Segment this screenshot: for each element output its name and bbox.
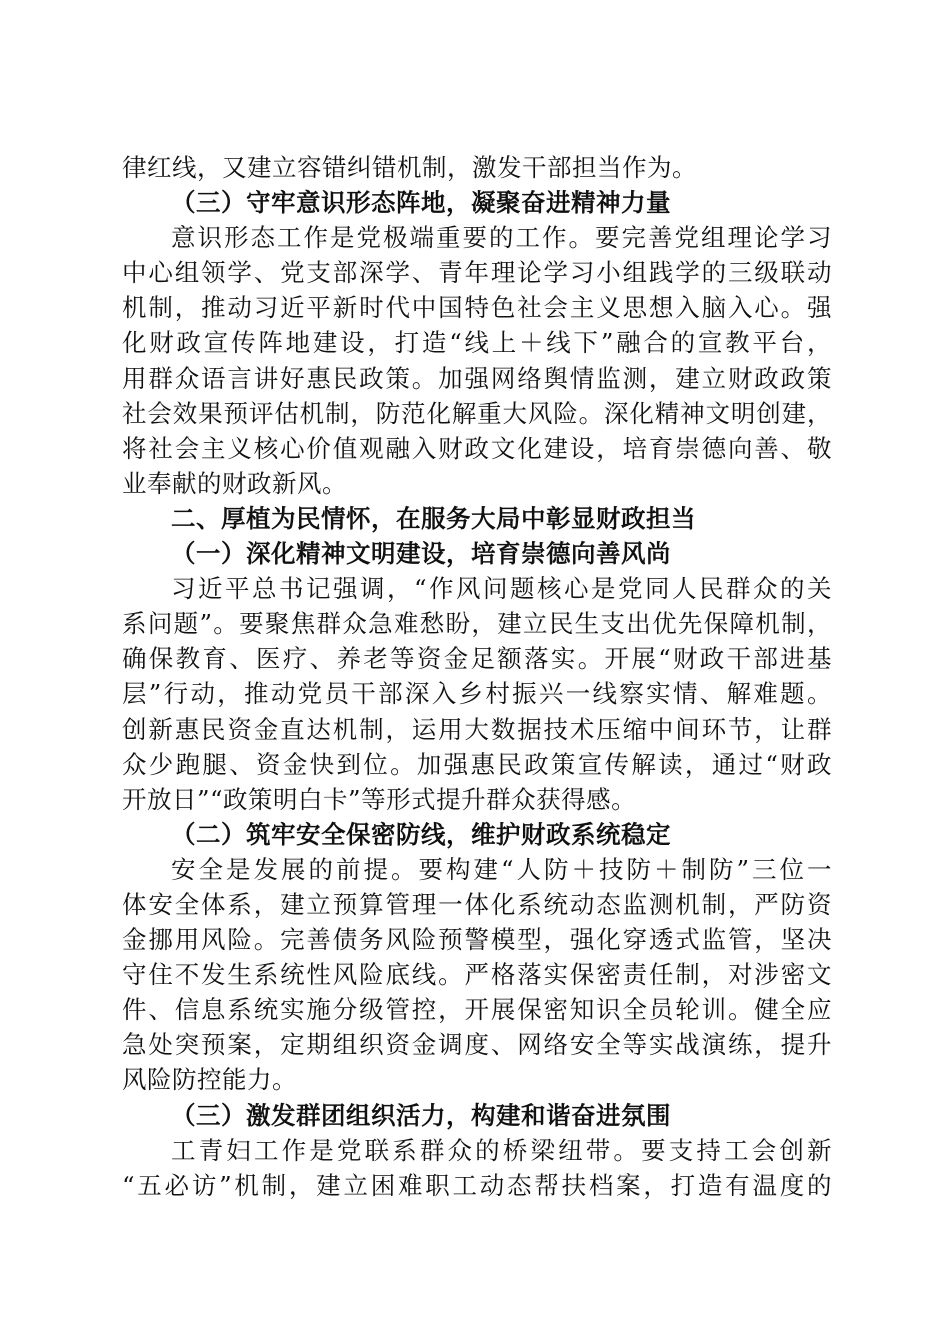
text-line: 金挪用风险。完善债务风险预警模型，强化穿透式监管，坚决 [122,925,832,955]
text-line: 风险防控能力。 [122,1065,297,1095]
paragraph-first-line: 工青妇工作是党联系群众的桥梁纽带。要支持工会创新 [171,1135,832,1165]
text-line: 众少跑腿、资金快到位。加强惠民政策宣传解读，通过“财政 [122,749,832,779]
text-line: 机制，推动习近平新时代中国特色社会主义思想入脑入心。强 [122,293,832,323]
subsection-heading: （三）激发群团组织活力，构建和谐奋进氛围 [171,1100,671,1130]
text-line: 用群众语言讲好惠民政策。加强网络舆情监测，建立财政政策 [122,363,832,393]
paragraph-first-line: 意识形态工作是党极端重要的工作。要完善党组理论学习 [171,223,832,253]
text-line: 化财政宣传阵地建设，打造“线上＋线下”融合的宣教平台， [122,328,832,358]
text-line: 创新惠民资金直达机制，运用大数据技术压缩中间环节，让群 [122,714,832,744]
paragraph-first-line: 习近平总书记强调，“作风问题核心是党同人民群众的关 [171,574,832,604]
subsection-heading: （三）守牢意识形态阵地，凝聚奋进精神力量 [171,188,671,218]
text-line: 系问题”。要聚焦群众急难愁盼，建立民生支出优先保障机制， [122,609,832,639]
document-body [122,150,832,1203]
paragraph-first-line: 安全是发展的前提。要构建“人防＋技防＋制防”三位一 [171,854,832,884]
text-line: 律红线，又建立容错纠错机制，激发干部担当作为。 [122,153,697,182]
section-heading: 二、厚植为民情怀，在服务大局中彰显财政担当 [171,503,696,533]
text-line: “五必访”机制，建立困难职工动态帮扶档案，打造有温度的 [122,1170,832,1200]
text-line: 社会效果预评估机制，防范化解重大风险。深化精神文明创建， [122,398,832,428]
text-line: 守住不发生系统性风险底线。严格落实保密责任制，对涉密文 [122,960,832,990]
text-line: 开放日”“政策明白卡”等形式提升群众获得感。 [122,784,637,814]
subsection-heading: （二）筑牢安全保密防线，维护财政系统稳定 [171,819,671,849]
text-line: 体安全体系，建立预算管理一体化系统动态监测机制，严防资 [122,889,832,919]
text-line: 急处突预案，定期组织资金调度、网络安全等实战演练，提升 [122,1030,832,1060]
text-line: 将社会主义核心价值观融入财政文化建设，培育崇德向善、敬 [122,433,832,463]
text-line: 层”行动，推动党员干部深入乡村振兴一线察实情、解难题。 [122,679,832,709]
text-line: 中心组领学、党支部深学、青年理论学习小组践学的三级联动 [122,258,832,288]
subsection-heading: （一）深化精神文明建设，培育崇德向善风尚 [171,539,671,569]
text-line: 确保教育、医疗、养老等资金足额落实。开展“财政干部进基 [122,644,832,674]
text-line: 业奉献的财政新风。 [122,468,347,498]
text-line: 件、信息系统实施分级管控，开展保密知识全员轮训。健全应 [122,995,832,1025]
